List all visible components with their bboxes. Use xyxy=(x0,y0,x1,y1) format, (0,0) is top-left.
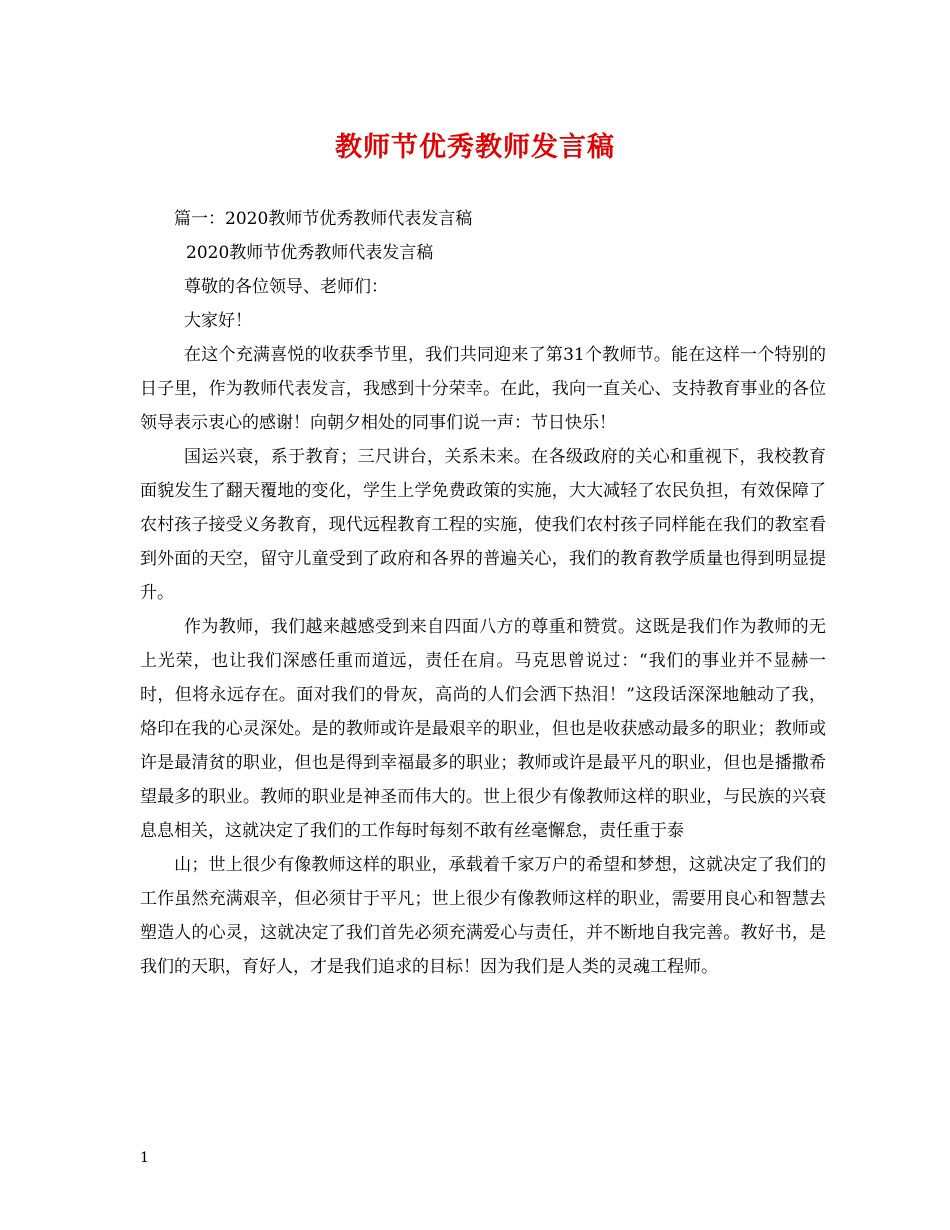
salutation: 尊敬的各位领导、老师们： xyxy=(184,277,388,297)
document-title: 教师节优秀教师发言稿 xyxy=(335,132,615,163)
paragraph-conclusion-text: 山；世上很少有像教师这样的职业，承载着千家万户的希望和梦想，这就决定了我们的工作虽然充满艰辛，但必须甘于平凡；世上很少有像教师这样的职业，需要用良心和智慧去塑造人的心灵，这就决定了我们首先必须充满爱心与责任，并不断地自我完善。教好书，是我们的天职，育好人，才是我们追求的目标！因为我们是人类的灵魂工程师。 xyxy=(140,855,826,977)
page-number: 1 xyxy=(140,1150,149,1166)
paragraph-conclusion xyxy=(140,848,826,984)
section-heading: 篇一：2020教师节优秀教师代表发言稿 xyxy=(174,209,473,229)
paragraph-opening: 在这个充满喜悦的收获季节里，我们共同迎来了第31个教师节。能在这样一个特别的日子里，作为教师代表发言，我感到十分荣幸。在此，我向一直关心、支持教育事业的各位领导表示衷心的感谢！向朝夕相处的同事们说一声：节日快乐！ xyxy=(140,345,826,433)
greeting: 大家好！ xyxy=(184,311,252,331)
paragraph-education: 国运兴衰，系于教育；三尺讲台，关系未来。在各级政府的关心和重视下，我校教育面貌发生了翻天覆地的变化，学生上学免费政策的实施，大大减轻了农民负担，有效保障了农村孩子接受义务教育，现代远程教育工程的实施，使我们农村孩子同样能在我们的教室看到外面的天空，留守儿童受到了政府和各界的普遍关心，我们的教育教学质量也得到明显提升。 xyxy=(140,447,826,603)
document-body xyxy=(140,202,826,984)
sub-heading: 2020教师节优秀教师代表发言稿 xyxy=(186,243,434,263)
paragraph-teacher-role: 作为教师，我们越来越感受到来自四面八方的尊重和赞赏。这既是我们作为教师的无上光荣，也让我们深感任重而道远，责任在肩。马克思曾说过：“我们的事业并不显赫一时，但将永远存在。面对我们的骨灰，高尚的人们会洒下热泪！”这段话深深地触动了我，烙印在我的心灵深处。是的教师或许是最艰辛的职业，但也是收获感动最多的职业；教师或许是最清贫的职业，但也是得到幸福最多的职业；教师或许是最平凡的职业，但也是播撒希望最多的职业。教师的职业是神圣而伟大的。世上很少有像教师这样的职业，与民族的兴衰息息相关，这就决定了我们的工作每时每刻不敢有丝毫懈怠，责任重于泰 xyxy=(140,617,826,841)
